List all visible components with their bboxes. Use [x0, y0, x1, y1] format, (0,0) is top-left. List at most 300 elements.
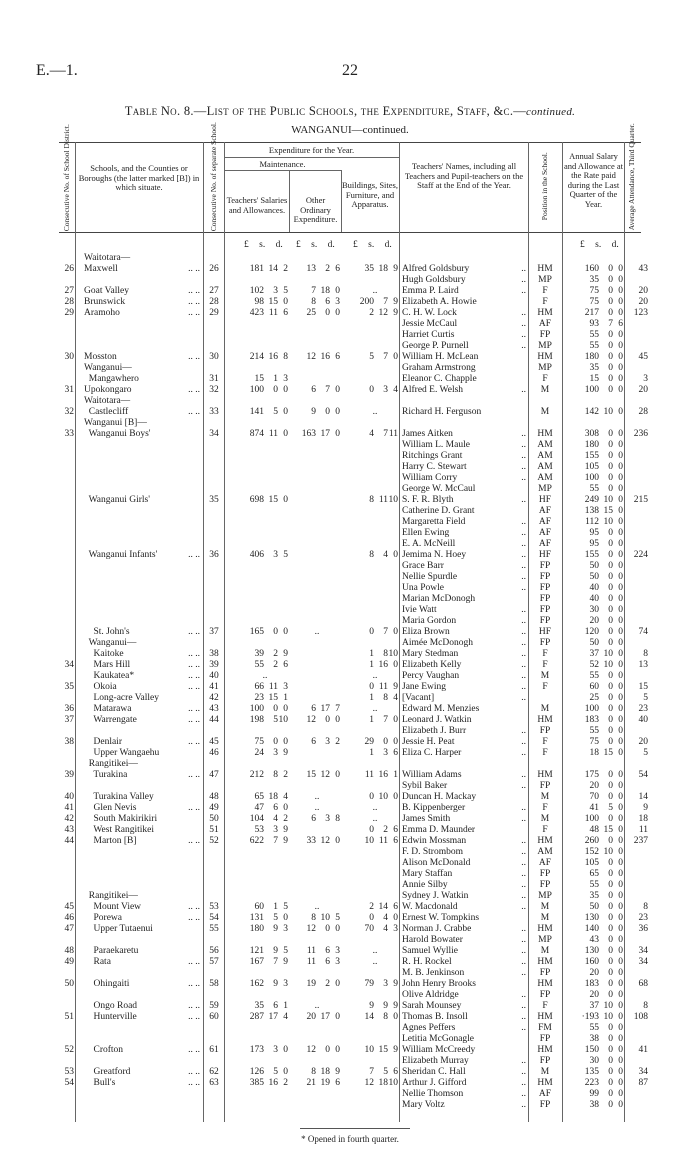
other-expenditure-shillings: 12 [320, 770, 330, 780]
school-name: South Makirikiri [84, 814, 158, 824]
average-attendance: 20 [638, 297, 648, 307]
school-number: 60 [209, 1012, 219, 1022]
teacher-name: Maria Gordon [402, 616, 457, 626]
other-expenditure-shillings: 19 [320, 1078, 330, 1088]
district-number: 50 [64, 979, 74, 989]
teacher-position: HM [537, 1078, 553, 1088]
buildings-expenditure-pence: 9 [393, 1045, 398, 1055]
leader-dots: .. .. [188, 1067, 200, 1077]
other-expenditure-pence: 3 [335, 297, 340, 307]
other-expenditure-pounds: 8 [311, 1067, 316, 1077]
annual-salary-pounds: 142 [584, 407, 599, 417]
teachers-salaries-shillings: 11 [268, 308, 278, 318]
col-sep [289, 170, 290, 232]
annual-salary-pounds: 183 [584, 715, 599, 725]
district-number: 32 [64, 407, 74, 417]
annual-salary-shillings: 0 [608, 704, 613, 714]
annual-salary-pounds: 50 [589, 902, 599, 912]
annual-salary-pence: 0 [618, 363, 623, 373]
other-expenditure-pence: 0 [335, 715, 340, 725]
annual-salary-pounds: 55 [589, 671, 599, 681]
teacher-position: F [542, 374, 548, 384]
annual-salary-pounds: 37 [589, 1001, 599, 1011]
teachers-salaries-none: .. [262, 671, 268, 681]
annual-salary-pence: 0 [618, 781, 623, 791]
teachers-salaries-pounds: 423 [249, 308, 264, 318]
annual-salary-shillings: 15 [603, 825, 613, 835]
school-name: Rata [84, 957, 111, 967]
other-expenditure-pence: 0 [335, 1045, 340, 1055]
buildings-expenditure-pence: 0 [393, 792, 398, 802]
teacher-name: Emma P. Laird [402, 286, 459, 296]
col-sep [528, 142, 529, 232]
buildings-expenditure-pounds: 1 [369, 693, 374, 703]
teacher-position: M [540, 902, 550, 912]
teachers-salaries-pounds: 23 [254, 693, 264, 703]
teacher-position: HF [538, 495, 552, 505]
average-attendance: 224 [633, 550, 648, 560]
annual-salary-pounds: 75 [589, 297, 599, 307]
annual-salary-shillings: 0 [608, 770, 613, 780]
teacher-name: William L. Maule [402, 440, 470, 450]
teacher-leader-dots: .. [521, 539, 526, 549]
teacher-leader-dots: .. [521, 781, 526, 791]
teacher-position: M [540, 1067, 550, 1077]
teachers-salaries-pounds: 75 [254, 737, 264, 747]
school-name: Mars Hill [84, 660, 131, 670]
annual-salary-pounds: 160 [584, 957, 599, 967]
school-name: Upper Wangaehu [84, 748, 160, 758]
other-expenditure-pence: 6 [335, 352, 340, 362]
teacher-name: R. H. Rockel [402, 957, 452, 967]
district-number: 33 [64, 429, 74, 439]
teacher-leader-dots: .. [521, 616, 526, 626]
school-number: 28 [209, 297, 219, 307]
teachers-salaries-pence: 0 [283, 1045, 288, 1055]
teachers-salaries-shillings: 8 [273, 770, 278, 780]
leader-dots: .. .. [188, 979, 200, 989]
annual-salary-shillings: 10 [603, 1012, 613, 1022]
annual-salary-pounds: 65 [589, 869, 599, 879]
teacher-name: Ivie Watt [402, 605, 437, 615]
average-attendance: 43 [638, 264, 648, 274]
col-sep [399, 232, 400, 1122]
district-number: 30 [64, 352, 74, 362]
title-suffix: continued. [526, 106, 576, 118]
leader-dots: .. .. [188, 352, 200, 362]
teacher-leader-dots: .. [521, 561, 526, 571]
other-expenditure-shillings: 6 [325, 957, 330, 967]
annual-salary-shillings: 7 [608, 319, 613, 329]
teacher-leader-dots: .. [521, 671, 526, 681]
col-sep [624, 232, 625, 1122]
other-expenditure-pence: 0 [335, 385, 340, 395]
leader-dots: .. .. [188, 957, 200, 967]
teacher-name: Elizabeth Kelly [402, 660, 462, 670]
average-attendance: 15 [638, 682, 648, 692]
teacher-leader-dots: .. [521, 814, 526, 824]
teacher-position: FP [539, 1056, 551, 1066]
annual-salary-pounds: 175 [584, 770, 599, 780]
annual-salary-shillings: 0 [608, 1056, 613, 1066]
annual-salary-pounds: 55 [589, 1023, 599, 1033]
annual-salary-shillings: 10 [603, 1001, 613, 1011]
teacher-name: Ritchings Grant [402, 451, 463, 461]
buildings-expenditure-shillings: 7 [383, 429, 388, 439]
teachers-salaries-pence: 3 [283, 979, 288, 989]
teachers-salaries-pence: 9 [283, 836, 288, 846]
teachers-salaries-pounds: 167 [249, 957, 264, 967]
teacher-position: AM [537, 451, 553, 461]
teachers-salaries-pounds: 198 [249, 715, 264, 725]
teacher-position: FP [539, 561, 551, 571]
annual-salary-shillings: 0 [608, 286, 613, 296]
teachers-salaries-pounds: 53 [254, 825, 264, 835]
currency-head: £ s. d. [353, 240, 392, 250]
buildings-expenditure-none: .. [372, 803, 378, 813]
leader-dots: .. .. [188, 649, 200, 659]
teachers-salaries-pence: 5 [283, 946, 288, 956]
teacher-position: FP [539, 638, 551, 648]
school-name: Wanganui— [84, 363, 132, 373]
other-expenditure-shillings: 0 [325, 1045, 330, 1055]
teacher-name: B. Kippenberger [402, 803, 466, 813]
leader-dots: .. .. [188, 297, 200, 307]
teachers-salaries-pounds: 24 [254, 748, 264, 758]
annual-salary-pence: 0 [618, 957, 623, 967]
teacher-leader-dots: .. [521, 264, 526, 274]
annual-salary-shillings: 0 [608, 605, 613, 615]
teachers-salaries-pounds: 622 [249, 836, 264, 846]
school-name: Mangawhero [84, 374, 139, 384]
teachers-salaries-pence: 5 [283, 902, 288, 912]
teacher-position: FP [539, 594, 551, 604]
teacher-position: M [540, 407, 550, 417]
header-consec-school: Consecutive No. of separate School. [208, 122, 218, 232]
annual-salary-pounds: 120 [584, 627, 599, 637]
teacher-name: Elizabeth A. Howie [402, 297, 477, 307]
school-name: Glen Nevis [84, 803, 137, 813]
teacher-name: Harriet Curtis [402, 330, 455, 340]
other-expenditure-none: .. [314, 1001, 320, 1011]
school-number: 50 [209, 814, 219, 824]
teachers-salaries-pounds: 212 [249, 770, 264, 780]
other-expenditure-shillings: 10 [320, 913, 330, 923]
teacher-name: Olive Aldridge [402, 990, 459, 1000]
teacher-name: Thomas B. Insoll [402, 1012, 468, 1022]
header-teachers-salaries: Teachers' Salaries and Allowances. [226, 195, 288, 215]
teacher-leader-dots: .. [521, 1100, 526, 1110]
district-number: 41 [64, 803, 74, 813]
school-name: Denlair [84, 737, 122, 747]
school-name: Brunswick [84, 297, 126, 307]
annual-salary-pounds: 217 [584, 308, 599, 318]
annual-salary-shillings: 0 [608, 638, 613, 648]
other-expenditure-pence: 0 [335, 979, 340, 989]
annual-salary-shillings: 5 [608, 803, 613, 813]
teacher-leader-dots: .. [521, 517, 526, 527]
school-name: Rangitikei— [84, 891, 138, 901]
annual-salary-shillings: 0 [608, 946, 613, 956]
header-schools: Schools, and the Counties or Boroughs (the latter marked [B]) in which situate. [78, 163, 200, 192]
teacher-position: AF [538, 1089, 552, 1099]
annual-salary-pounds: 140 [584, 924, 599, 934]
leader-dots: .. .. [188, 902, 200, 912]
footnote: * Opened in fourth quarter. [301, 1134, 399, 1144]
district-number: 35 [64, 682, 74, 692]
other-expenditure-pence: 3 [335, 946, 340, 956]
other-expenditure-pence: 0 [335, 770, 340, 780]
annual-salary-pence: 0 [618, 737, 623, 747]
buildings-expenditure-pence: 0 [393, 1012, 398, 1022]
annual-salary-pence: 0 [618, 715, 623, 725]
leader-dots: .. .. [188, 770, 200, 780]
annual-salary-shillings: 0 [608, 451, 613, 461]
teacher-position: F [542, 825, 548, 835]
teachers-salaries-pence: 6 [283, 308, 288, 318]
annual-salary-pence: 0 [618, 561, 623, 571]
teacher-position: HM [537, 836, 553, 846]
school-name: Rangitikei— [84, 759, 138, 769]
school-name: Ohingaiti [84, 979, 130, 989]
annual-salary-pounds: 308 [584, 429, 599, 439]
annual-salary-pence: 0 [618, 506, 623, 516]
district-number: 36 [64, 704, 74, 714]
average-attendance: 34 [638, 957, 648, 967]
teachers-salaries-pence: 0 [283, 297, 288, 307]
teacher-position: AF [538, 858, 552, 868]
teachers-salaries-pounds: 98 [254, 297, 264, 307]
annual-salary-pence: 0 [618, 858, 623, 868]
teacher-position: MP [538, 275, 552, 285]
annual-salary-shillings: 15 [603, 506, 613, 516]
average-attendance: 14 [638, 792, 648, 802]
school-number: 45 [209, 737, 219, 747]
district-number: 47 [64, 924, 74, 934]
other-expenditure-shillings: 0 [325, 715, 330, 725]
teacher-leader-dots: .. [521, 385, 526, 395]
annual-salary-pence: 0 [618, 605, 623, 615]
teacher-name: Aimée McDonogh [402, 638, 473, 648]
other-expenditure-pence: 9 [335, 1067, 340, 1077]
school-name: Wanganui Girls' [84, 495, 150, 505]
footnote-rule [300, 1128, 410, 1129]
buildings-expenditure-shillings: 11 [378, 836, 388, 846]
annual-salary-pounds: 50 [589, 638, 599, 648]
buildings-expenditure-pence: 1 [393, 770, 398, 780]
teacher-name: Elizabeth J. Burr [402, 726, 467, 736]
other-expenditure-shillings: 6 [325, 297, 330, 307]
leader-dots: .. .. [188, 385, 200, 395]
leader-dots: .. .. [188, 671, 200, 681]
district-number: 27 [64, 286, 74, 296]
teacher-leader-dots: .. [521, 341, 526, 351]
teacher-name: Alfred Goldsbury [402, 264, 470, 274]
buildings-expenditure-pence: 4 [393, 385, 398, 395]
buildings-expenditure-pence: 10 [388, 1078, 398, 1088]
annual-salary-pence: 0 [618, 308, 623, 318]
teachers-salaries-pounds: 162 [249, 979, 264, 989]
school-name: Marton [B] [84, 836, 137, 846]
teachers-salaries-pounds: 874 [249, 429, 264, 439]
annual-salary-pence: 0 [618, 748, 623, 758]
buildings-expenditure-pounds: 12 [364, 1078, 374, 1088]
buildings-expenditure-pence: 6 [393, 1067, 398, 1077]
teacher-position: AM [537, 462, 553, 472]
annual-salary-shillings: 0 [608, 275, 613, 285]
teacher-leader-dots: .. [521, 319, 526, 329]
school-name: Wanganui Infants' [84, 550, 158, 560]
annual-salary-shillings: 0 [608, 957, 613, 967]
teachers-salaries-pounds: 55 [254, 660, 264, 670]
teacher-name: William Corry [402, 473, 458, 483]
leader-dots: .. .. [188, 682, 200, 692]
annual-salary-shillings: 0 [608, 671, 613, 681]
teacher-position: FP [539, 1100, 551, 1110]
buildings-expenditure-pence: 0 [393, 737, 398, 747]
leader-dots: .. .. [188, 737, 200, 747]
annual-salary-pounds: 20 [589, 616, 599, 626]
teacher-position: AF [538, 528, 552, 538]
teachers-salaries-shillings: 2 [273, 660, 278, 670]
school-number: 54 [209, 913, 219, 923]
buildings-expenditure-pence: 6 [393, 902, 398, 912]
teacher-leader-dots: .. [521, 473, 526, 483]
teacher-leader-dots: .. [521, 880, 526, 890]
teacher-position: M [540, 671, 550, 681]
annual-salary-pounds: ·193 [581, 1012, 599, 1022]
teachers-salaries-pence: 2 [283, 814, 288, 824]
teachers-salaries-shillings: 9 [273, 924, 278, 934]
teacher-position: MP [538, 341, 552, 351]
buildings-expenditure-shillings: 16 [378, 770, 388, 780]
title-main: List of the Public Schools, the Expenditure, Staff, &c.— [206, 104, 527, 118]
teacher-leader-dots: .. [521, 924, 526, 934]
school-number: 29 [209, 308, 219, 318]
other-expenditure-pounds: 12 [306, 1045, 316, 1055]
buildings-expenditure-shillings: 11 [378, 495, 388, 505]
teacher-position: AF [538, 506, 552, 516]
school-number: 42 [209, 693, 219, 703]
average-attendance: 8 [643, 649, 648, 659]
annual-salary-pounds: 138 [584, 506, 599, 516]
other-expenditure-none: .. [314, 627, 320, 637]
header-annual-salary: Annual Salary and Allowance at the Rate paid during the Last Quarter of the Year. [564, 151, 624, 209]
teacher-name: Jane Ewing [402, 682, 447, 692]
teachers-salaries-shillings: 5 [273, 1067, 278, 1077]
leader-dots: .. .. [188, 308, 200, 318]
district-number: 38 [64, 737, 74, 747]
teacher-name: Ellen Ewing [402, 528, 450, 538]
district-number: 44 [64, 836, 74, 846]
teachers-salaries-shillings: 9 [273, 946, 278, 956]
other-expenditure-pounds: 6 [311, 385, 316, 395]
teachers-salaries-shillings: 11 [268, 429, 278, 439]
col-sep [562, 232, 563, 1122]
teacher-position: FP [539, 990, 551, 1000]
teacher-position: HM [537, 770, 553, 780]
annual-salary-pounds: 15 [589, 374, 599, 384]
district-number: 54 [64, 1078, 74, 1088]
annual-salary-pence: 0 [618, 726, 623, 736]
school-number: 40 [209, 671, 219, 681]
teacher-leader-dots: .. [521, 528, 526, 538]
buildings-expenditure-none: .. [372, 957, 378, 967]
average-attendance: 3 [643, 374, 648, 384]
buildings-expenditure-pounds: 0 [369, 627, 374, 637]
buildings-expenditure-pounds: 0 [369, 825, 374, 835]
teacher-leader-dots: .. [521, 638, 526, 648]
teacher-position: HM [537, 308, 553, 318]
annual-salary-pence: 0 [618, 1012, 623, 1022]
teacher-leader-dots: .. [521, 451, 526, 461]
annual-salary-shillings: 0 [608, 726, 613, 736]
average-attendance: 34 [638, 1067, 648, 1077]
other-expenditure-pence: 8 [335, 814, 340, 824]
other-expenditure-pounds: 12 [306, 715, 316, 725]
buildings-expenditure-none: .. [372, 286, 378, 296]
teachers-salaries-pence: 3 [283, 682, 288, 692]
annual-salary-pence: 0 [618, 924, 623, 934]
annual-salary-pounds: 40 [589, 594, 599, 604]
buildings-expenditure-shillings: 9 [383, 1001, 388, 1011]
annual-salary-pence: 0 [618, 451, 623, 461]
teacher-name: Sybil Baker [402, 781, 448, 791]
teacher-position: M [540, 704, 550, 714]
leader-dots: .. .. [188, 803, 200, 813]
teacher-name: Percy Vaughan [402, 671, 460, 681]
buildings-expenditure-pounds: 2 [369, 902, 374, 912]
other-expenditure-shillings: 18 [320, 1067, 330, 1077]
buildings-expenditure-shillings: 10 [378, 792, 388, 802]
annual-salary-shillings: 10 [603, 495, 613, 505]
teacher-leader-dots: .. [521, 1078, 526, 1088]
teachers-salaries-pence: 0 [283, 495, 288, 505]
teacher-name: Jemima N. Hoey [402, 550, 467, 560]
annual-salary-pence: 0 [618, 792, 623, 802]
annual-salary-pence: 0 [618, 803, 623, 813]
annual-salary-pounds: 40 [589, 583, 599, 593]
annual-salary-shillings: 0 [608, 341, 613, 351]
teachers-salaries-pence: 4 [283, 1012, 288, 1022]
teachers-salaries-pence: 9 [283, 748, 288, 758]
teacher-name: Elizabeth Murray [402, 1056, 469, 1066]
leader-dots: .. .. [188, 913, 200, 923]
teachers-salaries-pence: 5 [283, 286, 288, 296]
teachers-salaries-pence: 2 [283, 1078, 288, 1088]
annual-salary-pence: 0 [618, 880, 623, 890]
annual-salary-shillings: 0 [608, 1100, 613, 1110]
teacher-leader-dots: .. [521, 649, 526, 659]
school-number: 57 [209, 957, 219, 967]
annual-salary-pounds: 223 [584, 1078, 599, 1088]
maintenance-rule [224, 170, 341, 171]
teacher-name: Jessie H. Peat [402, 737, 455, 747]
teachers-salaries-shillings: 3 [273, 286, 278, 296]
other-expenditure-pounds: 6 [311, 737, 316, 747]
buildings-expenditure-pounds: 200 [359, 297, 374, 307]
teachers-salaries-pence: 10 [278, 715, 288, 725]
other-expenditure-shillings: 7 [325, 385, 330, 395]
school-number: 63 [209, 1078, 219, 1088]
school-number: 58 [209, 979, 219, 989]
annual-salary-pounds: 75 [589, 737, 599, 747]
buildings-expenditure-pence: 9 [393, 308, 398, 318]
teacher-position: HM [537, 979, 553, 989]
teacher-leader-dots: .. [521, 1001, 526, 1011]
annual-salary-pounds: 30 [589, 605, 599, 615]
annual-salary-pence: 0 [618, 330, 623, 340]
